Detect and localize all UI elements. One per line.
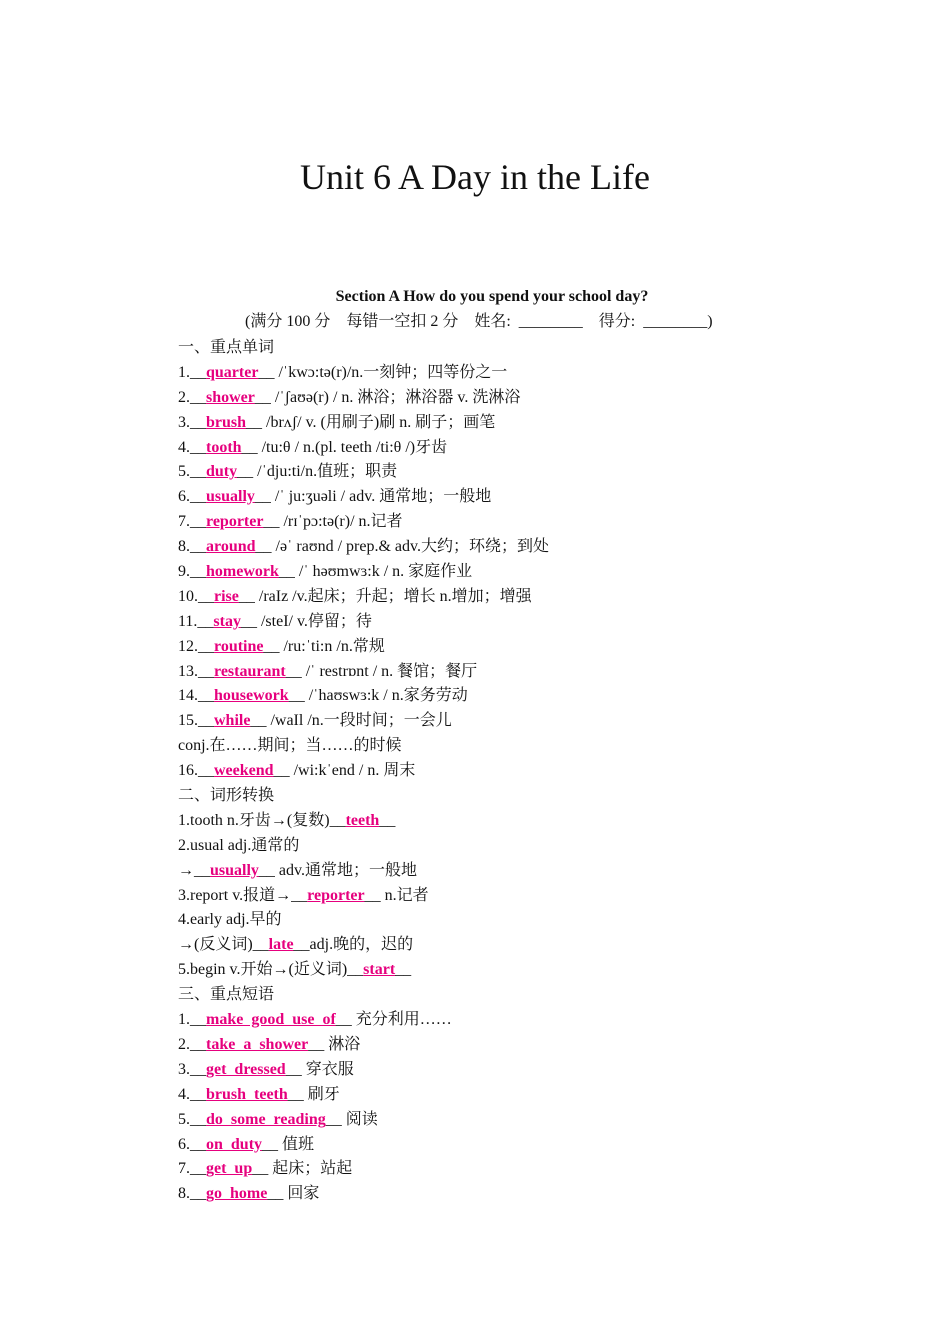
phrase-item-8: 8.__go home__ 回家: [178, 1185, 320, 1203]
score-line: (满分 100 分 每错一空扣 2 分 姓名: ________ 得分: ________): [245, 313, 713, 330]
answer-word: get up: [206, 1160, 253, 1178]
item-text: /steI/ v.停留；待: [260, 612, 372, 630]
vocab-item-10: 10.__rise__ /raIz /v.起床；升起；增长 n.增加；增强: [178, 587, 532, 605]
prompt-text: adv.通常地；一般地: [278, 861, 417, 879]
answer-word: late: [268, 936, 294, 954]
conversion-line-3: →__usually__ adv.通常地；一般地: [178, 861, 417, 879]
item-text: 穿衣服: [305, 1060, 354, 1078]
item-number: 9.: [178, 563, 190, 581]
answer-word: rise: [214, 587, 239, 605]
item-text: /əˈ raʊnd / prep.& adv.大约；环绕；到处: [275, 538, 549, 556]
answer-word: housework: [214, 687, 289, 705]
worksheet-content: [178, 336, 878, 1207]
item-number: 15.: [178, 712, 198, 730]
item-number: 4.: [178, 438, 190, 456]
item-text: 回家: [287, 1185, 320, 1203]
vocab-item-2: 2.__shower__ /ˈʃaʊə(r) / n. 淋浴；淋浴器 v. 洗淋浴: [178, 388, 521, 406]
answer-word: start: [363, 961, 396, 979]
item-number: 4.: [178, 1085, 190, 1103]
answer-word: usually: [206, 488, 255, 506]
item-number: 10.: [178, 587, 198, 605]
conversion-line-1: 1.tooth n.牙齿→(复数)__teeth__: [178, 811, 396, 829]
item-text: /wi:kˈend / n. 周末: [293, 762, 416, 780]
item15-continuation: conj.在……期间；当……的时候: [178, 737, 402, 755]
item-text: /ˈdju:ti/n.值班；职责: [257, 463, 398, 481]
answer-word: make good use of: [206, 1011, 336, 1029]
answer-word: reporter: [206, 513, 264, 531]
vocab-item-1: 1.__quarter__ /ˈkwɔ:tə(r)/n.一刻钟；四等份之一: [178, 363, 508, 381]
answer-word: routine: [214, 637, 264, 655]
item-number: 11.: [178, 612, 198, 630]
phrase-item-3: 3.__get dressed__ 穿衣服: [178, 1060, 354, 1078]
item-text: /ˈʃaʊə(r) / n. 淋浴；淋浴器 v. 洗淋浴: [274, 388, 521, 406]
item-number: 12.: [178, 637, 198, 655]
item-text: /ˈ restrɒnt / n. 餐馆；餐厅: [305, 662, 478, 680]
vocab-item-12: 12.__routine__ /ru:ˈti:n /n.常规: [178, 637, 385, 655]
answer-word: brush teeth: [206, 1085, 288, 1103]
answer-word: quarter: [206, 363, 259, 381]
conversion-line-7: 5.begin v.开始→(近义词)__start__: [178, 961, 412, 979]
answer-word: on duty: [206, 1135, 263, 1153]
item-text: /rɪˈpɔ:tə(r)/ n.记者: [283, 513, 403, 531]
item-number: 6.: [178, 488, 190, 506]
vocab-item-6: 6.__usually__ /ˈ ju:ʒuəli / adv. 通常地；一般地: [178, 488, 492, 506]
phrase-item-5: 5.__do some reading__ 阅读: [178, 1110, 378, 1128]
phrase-list: [178, 1008, 878, 1207]
page-title: Unit 6 A Day in the Life: [300, 157, 650, 197]
answer-word: around: [206, 538, 256, 556]
prompt-text: adj.晚的，迟的: [309, 936, 414, 954]
part3-heading: 三、重点短语: [178, 986, 275, 1004]
answer-word: shower: [206, 388, 255, 406]
item-number: 1.: [178, 1011, 190, 1029]
item-text: 值班: [282, 1135, 315, 1153]
conversion-line-4: 3.report v.报道→__reporter__ n.记者: [178, 886, 429, 904]
answer-word: reporter: [307, 886, 365, 904]
phrase-item-1: 1.__make good use of__ 充分利用……: [178, 1011, 452, 1029]
vocab-item-7: 7.__reporter__ /rɪˈpɔ:tə(r)/ n.记者: [178, 513, 403, 531]
conversion-line-5: 4.early adj.早的: [178, 911, 282, 929]
item-number: 2.: [178, 1035, 190, 1053]
item-text: 阅读: [345, 1110, 378, 1128]
answer-word: while: [214, 712, 251, 730]
prompt-text: →(反义词): [178, 936, 253, 954]
item-number: 1.: [178, 363, 190, 381]
item-text: /ˈ ju:ʒuəli / adv. 通常地；一般地: [274, 488, 492, 506]
vocab-item-8: 8.__around__ /əˈ raʊnd / prep.& adv.大约；环绕；到处: [178, 538, 549, 556]
item-number: 7.: [178, 1160, 190, 1178]
arrow-text: →: [178, 861, 194, 879]
item-number: 3.: [178, 413, 190, 431]
item-number: 7.: [178, 513, 190, 531]
answer-word: take a shower: [206, 1035, 309, 1053]
item-number: 6.: [178, 1135, 190, 1153]
prompt-text: 3.report v.报道→: [178, 886, 292, 904]
answer-word: get dressed: [206, 1060, 286, 1078]
item-text: /raIz /v.起床；升起；增长 n.增加；增强: [258, 587, 532, 605]
item-text: 充分利用……: [355, 1011, 452, 1029]
item-text: /waIl /n.一段时间；一会儿: [270, 712, 452, 730]
conversion-line-2: 2.usual adj.通常的: [178, 836, 300, 854]
vocab-item-5: 5.__duty__ /ˈdju:ti/n.值班；职责: [178, 463, 398, 481]
prompt-text: n.记者: [384, 886, 429, 904]
item-number: 14.: [178, 687, 198, 705]
vocabulary-list: [178, 361, 878, 734]
item-number: 5.: [178, 1110, 190, 1128]
answer-word: restaurant: [214, 662, 286, 680]
item-number: 2.: [178, 388, 190, 406]
phrase-item-4: 4.__brush teeth__ 刷牙: [178, 1085, 340, 1103]
answer-word: teeth: [345, 811, 380, 829]
item-number: 13.: [178, 662, 198, 680]
item-text: /ru:ˈti:n /n.常规: [283, 637, 385, 655]
answer-word: usually: [210, 861, 259, 879]
vocab-item-16: 16.__weekend__ /wi:kˈend / n. 周末: [178, 762, 416, 780]
vocab-item-11: 11.__stay__ /steI/ v.停留；待: [178, 612, 372, 630]
item-number: 3.: [178, 1060, 190, 1078]
vocab-item-4: 4.__tooth__ /tu:θ / n.(pl. teeth /ti:θ /)牙齿: [178, 438, 448, 456]
item-text: 淋浴: [328, 1035, 361, 1053]
item-number: 8.: [178, 538, 190, 556]
section-title: Section A How do you spend your school day?: [335, 288, 649, 305]
item-text: /ˈhaʊswɜ:k / n.家务劳动: [308, 687, 468, 705]
item-number: 16.: [178, 762, 198, 780]
part1-heading: 一、重点单词: [178, 339, 275, 356]
vocab-item-9: 9.__homework__ /ˈ həʊmwɜ:k / n. 家庭作业: [178, 563, 473, 581]
vocab-item-15: 15.__while__ /waIl /n.一段时间；一会儿: [178, 712, 452, 730]
item-text: /ˈ həʊmwɜ:k / n. 家庭作业: [298, 563, 473, 581]
item-number: 5.: [178, 463, 190, 481]
answer-word: duty: [206, 463, 238, 481]
answer-word: homework: [206, 563, 279, 581]
item-text: /tu:θ / n.(pl. teeth /ti:θ /)牙齿: [261, 438, 448, 456]
vocab-item-3: 3.__brush__ /brʌʃ/ v. (用刷子)刷 n. 刷子；画笔: [178, 413, 496, 431]
item-number: 8.: [178, 1185, 190, 1203]
phrase-item-7: 7.__get up__ 起床；站起: [178, 1160, 353, 1178]
answer-word: do some reading: [206, 1110, 326, 1128]
item-text: 起床；站起: [272, 1160, 353, 1178]
vocab-item-13: 13.__restaurant__ /ˈ restrɒnt / n. 餐馆；餐厅: [178, 662, 478, 680]
conversion-line-6: →(反义词)__late__adj.晚的，迟的: [178, 936, 414, 954]
item-text: /brʌʃ/ v. (用刷子)刷 n. 刷子；画笔: [266, 413, 496, 431]
part2-heading: 二、词形转换: [178, 787, 275, 805]
phrase-item-2: 2.__take a shower__ 淋浴: [178, 1035, 361, 1053]
answer-word: stay: [213, 612, 241, 630]
answer-word: brush: [206, 413, 247, 431]
vocab-item-14: 14.__housework__ /ˈhaʊswɜ:k / n.家务劳动: [178, 687, 468, 705]
item-text: /ˈkwɔ:tə(r)/n.一刻钟；四等份之一: [278, 363, 508, 381]
answer-word: weekend: [214, 762, 274, 780]
answer-word: tooth: [206, 438, 242, 456]
item-text: 刷牙: [307, 1085, 340, 1103]
phrase-item-6: 6.__on duty__ 值班: [178, 1135, 315, 1153]
answer-word: go home: [206, 1185, 268, 1203]
prompt-text: 5.begin v.开始→(近义词): [178, 961, 348, 979]
prompt-text: 1.tooth n.牙齿→(复数): [178, 811, 330, 829]
